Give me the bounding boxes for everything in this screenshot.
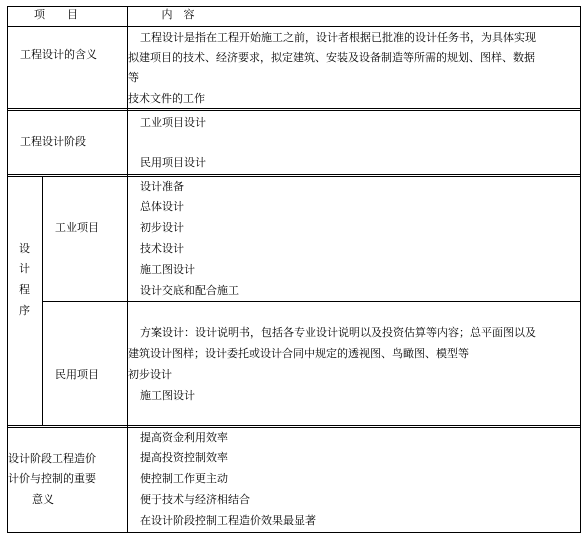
procedure-label-char: 序	[19, 304, 30, 317]
header-item: 项 目	[34, 8, 78, 21]
rule-after-stages-2	[7, 176, 581, 177]
definition-line: 技术文件的工作	[128, 92, 205, 105]
definition-line: 等	[128, 71, 139, 84]
rule-after-definition	[7, 108, 581, 109]
significance-label: 意义	[32, 493, 54, 506]
significance-item: 使控制工作更主动	[140, 472, 228, 485]
industrial-item: 技术设计	[140, 242, 184, 255]
industrial-item: 总体设计	[140, 200, 184, 213]
rule-after-definition-2	[7, 110, 581, 111]
significance-label: 计价与控制的重要	[8, 472, 96, 485]
civil-line: 建筑设计图样；设计委托或设计合同中规定的透视图、鸟瞰图、模型等	[128, 347, 469, 360]
civil-line: 施工图设计	[140, 389, 195, 402]
significance-item: 便于技术与经济相结合	[140, 493, 250, 506]
stages-item: 民用项目设计	[140, 156, 206, 169]
rule-procedure-sub	[42, 176, 43, 426]
significance-item: 提高资金利用效率	[140, 431, 228, 444]
stages-label: 工程设计阶段	[20, 135, 86, 148]
rule-after-procedure-2	[7, 427, 581, 428]
definition-line: 工程设计是指在工程开始施工之前，设计者根据已批准的设计任务书，为具体实现	[140, 31, 536, 44]
rule-right	[580, 6, 581, 533]
definition-line: 拟建项目的技术、经济要求，拟定建筑、安装及设备制造等所需的规划、图样、数据	[128, 51, 535, 64]
procedure-label-char: 程	[19, 283, 30, 296]
rule-after-procedure	[7, 425, 581, 426]
significance-item: 提高投资控制效率	[140, 451, 228, 464]
header-content: 内 容	[161, 8, 195, 21]
stages-item: 工业项目设计	[140, 116, 206, 129]
significance-label: 设计阶段工程造价	[8, 452, 96, 465]
civil-line: 方案设计：设计说明书，包括各专业设计说明以及投资估算等内容；总平面图以及	[140, 326, 536, 339]
procedure-label-char: 计	[19, 262, 30, 275]
industrial-item: 设计准备	[140, 180, 184, 193]
industrial-label: 工业项目	[55, 221, 99, 234]
rule-bottom	[7, 532, 581, 533]
rule-header	[7, 26, 581, 27]
significance-item: 在设计阶段控制工程造价效果最显著	[140, 514, 316, 527]
definition-label: 工程设计的含义	[20, 48, 97, 61]
industrial-item: 初步设计	[140, 221, 184, 234]
rule-industrial-civil	[42, 301, 581, 302]
rule-divider	[127, 6, 128, 533]
rule-after-stages	[7, 174, 581, 175]
rule-top	[7, 6, 581, 7]
industrial-item: 设计交底和配合施工	[140, 284, 239, 297]
procedure-label-char: 设	[19, 242, 30, 255]
civil-line: 初步设计	[128, 368, 172, 381]
civil-label: 民用项目	[55, 368, 99, 381]
industrial-item: 施工图设计	[140, 263, 195, 276]
